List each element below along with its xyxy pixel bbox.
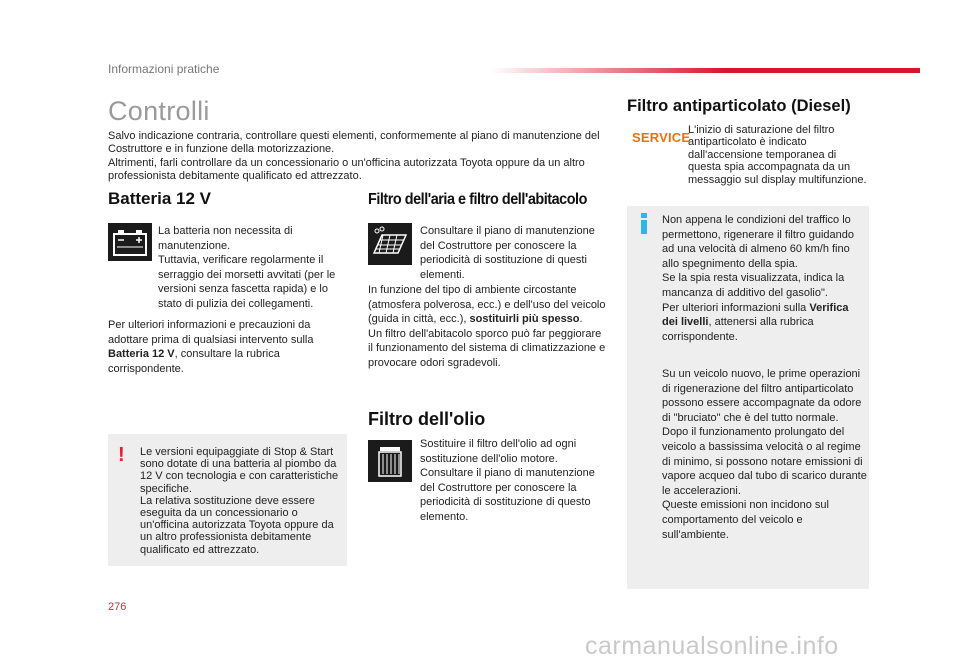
service-warning-icon: SERVICE: [632, 130, 691, 145]
info-icon: [640, 213, 648, 235]
info-paragraph-6: Queste emissioni non incidono sul comportamento del veicolo e sull'ambiente.: [662, 499, 829, 541]
info-reference-text: Per ulteriori informazioni sulla: [662, 301, 810, 314]
warning-icon: !: [118, 444, 125, 466]
intro-text: [108, 130, 608, 184]
info-text-1: [662, 213, 867, 344]
battery-heading: Batteria 12 V: [108, 189, 211, 208]
oil-filter-icon: [368, 440, 412, 482]
info-paragraph-1: Non appena le condizioni del traffico lo permettono, rigenerare il filtro guidando ad una velocità di almeno 60 km/h fino allo spegnimento della spia.: [662, 214, 855, 270]
air-filter-icon: [368, 223, 412, 265]
intro-paragraph-1: Salvo indicazione contraria, controllare questi elementi, conformemente al piano di manutenzione del Costruttore e in funzione della motorizzazione.: [108, 130, 600, 156]
air-filter-more-end: .: [579, 313, 583, 326]
info-paragraph-5: Dopo il funzionamento prolungato del veicolo a bassissima velocità o al regime di minimo, si possono notare emissioni di vapore acqueo dal tubo di scarico durante le accelerazioni.: [662, 426, 867, 497]
info-paragraph-2: Se la spia resta visualizzata, indica la mancanza di additivo del gasolio".: [662, 272, 845, 299]
battery-paragraph-2: Tuttavia, verificare regolarmente il serraggio dei morsetti avvitati (per le versioni senza fascetta rapida) e lo stato di pulizia dei collegamenti.: [158, 254, 336, 310]
air-filter-more-text: In funzione del tipo di ambiente circostante (atmosfera polverosa, ecc.) e dell'uso del veicolo (guida in città, ecc.),: [368, 284, 606, 326]
battery-more-info: [108, 318, 348, 376]
dpf-description: L'inizio di saturazione del filtro antiparticolato è indicato dall'accensione temporanea di questa spia accompagnata da un messaggio sul display multifunzione.: [688, 124, 867, 186]
oil-filter-heading: Filtro dell'olio: [368, 409, 486, 429]
warning-text: [140, 446, 340, 556]
watermark: carmanualsonline.info: [585, 632, 839, 660]
warning-paragraph-2: La relativa sostituzione deve essere eseguita da un concessionario o un'officina autorizzata Toyota oppure da un altro professionista debitamente qualificato ed attrezzato.: [140, 494, 334, 556]
section-header: Informazioni pratiche: [108, 62, 220, 76]
intro-paragraph-2: Altrimenti, farli controllare da un concessionario o un'officina autorizzata Toyota oppure da un altro professionista debitamente qualificato ed attrezzato.: [108, 156, 585, 183]
header-accent-line: [490, 68, 920, 73]
info-reference: Verifica dei livelli: [662, 301, 849, 329]
air-filter-more-paragraph-2: Un filtro dell'abitacolo sporco può far peggiorare il funzionamento del sistema di climatizzazione e provocare odori sgradevoli.: [368, 327, 606, 369]
page-number: 276: [108, 601, 127, 613]
oil-filter-description: [420, 437, 605, 525]
battery-more-text: Per ulteriori informazioni e precauzioni da adottare prima di qualsiasi intervento sulla: [108, 319, 314, 346]
dpf-heading: Filtro antiparticolato (Diesel): [627, 97, 851, 115]
air-filter-heading: Filtro dell'aria e filtro dell'abitacolo: [368, 191, 587, 208]
battery-more-text-end: , consultare la rubrica corrispondente.: [108, 348, 280, 375]
battery-reference: Batteria 12 V: [108, 348, 175, 361]
battery-description: [158, 224, 348, 312]
air-filter-more-info: [368, 283, 608, 371]
info-reference-end: , attenersi alla rubrica corrispondente.: [662, 316, 814, 343]
info-paragraph-4: Su un veicolo nuovo, le prime operazioni di rigenerazione del filtro antiparticolato possono essere accompagnate da odore di "bruciato" che è del tutto normale.: [662, 368, 862, 424]
air-filter-emphasis: sostituirli più spesso: [469, 313, 580, 326]
warning-paragraph-1: Le versioni equipaggiate di Stop & Start sono dotate di una batteria al piombo da 12 V con tecnologia e con caratteristiche specifiche.: [140, 446, 339, 495]
info-text-2: [662, 367, 867, 542]
air-filter-description: Consultare il piano di manutenzione del Costruttore per conoscere la periodicità di sostituzione di questi elementi.: [420, 225, 595, 281]
oil-filter-paragraph-2: Consultare il piano di manutenzione del Costruttore per conoscere la periodicità di sostituzione di questo elemento.: [420, 467, 595, 523]
page-title: Controlli: [108, 96, 210, 126]
battery-icon: [108, 223, 152, 261]
battery-paragraph-1: La batteria non necessita di manutenzione.: [158, 225, 293, 252]
oil-filter-paragraph-1: Sostituire il filtro dell'olio ad ogni sostituzione dell'olio motore.: [420, 438, 577, 465]
